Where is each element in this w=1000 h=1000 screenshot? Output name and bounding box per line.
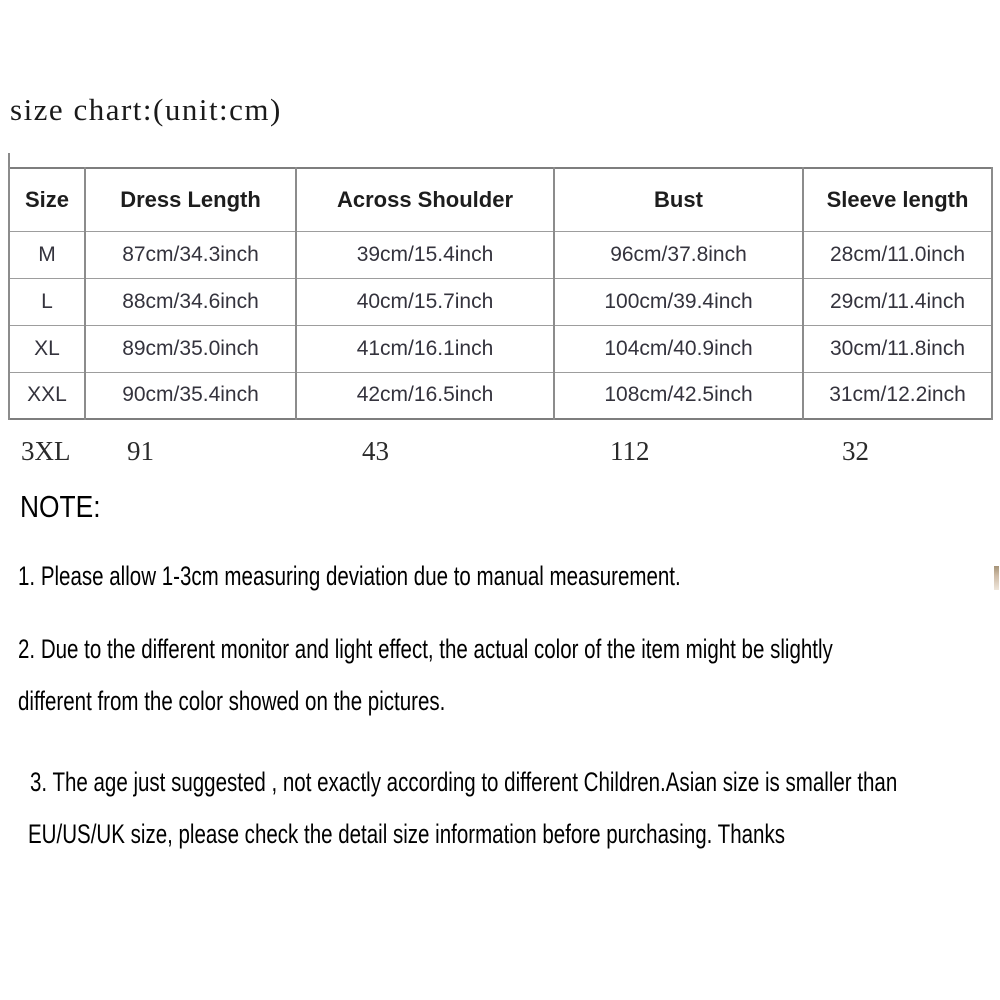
cell-size: M: [9, 231, 85, 278]
cell-sleeve-length: 30cm/11.8inch: [803, 325, 992, 372]
cell-dress-length: 89cm/35.0inch: [85, 325, 296, 372]
extra-row-size: 3XL: [21, 436, 71, 466]
cell-sleeve-length: 28cm/11.0inch: [803, 231, 992, 278]
col-header-sleeve-length: Sleeve length: [803, 168, 992, 231]
page-title: size chart:(unit:cm): [10, 92, 282, 127]
cell-dress-length: 90cm/35.4inch: [85, 372, 296, 419]
table-row-l: [9, 278, 992, 325]
note-2-line-2: different from the color showed on the pictures.: [18, 686, 446, 716]
cell-size: XL: [9, 325, 85, 372]
cell-dress-length: 87cm/34.3inch: [85, 231, 296, 278]
cell-size: L: [9, 278, 85, 325]
extra-row-across-shoulder: 43: [362, 436, 389, 466]
cell-sleeve-length: 29cm/11.4inch: [803, 278, 992, 325]
cell-across-shoulder: 41cm/16.1inch: [296, 325, 554, 372]
note-2-line-1: 2. Due to the different monitor and light effect, the actual color of the item might be slightly: [18, 634, 833, 664]
cell-size: XXL: [9, 372, 85, 419]
table-row-m: [9, 231, 992, 278]
cell-bust: 100cm/39.4inch: [554, 278, 803, 325]
right-edge-artifact: [994, 566, 999, 590]
extra-row-sleeve-length: 32: [842, 436, 869, 466]
cell-bust: 104cm/40.9inch: [554, 325, 803, 372]
table-row-xxl: [9, 372, 992, 419]
cell-bust: 108cm/42.5inch: [554, 372, 803, 419]
col-header-dress-length: Dress Length: [85, 168, 296, 231]
cell-sleeve-length: 31cm/12.2inch: [803, 372, 992, 419]
cell-across-shoulder: 40cm/15.7inch: [296, 278, 554, 325]
table-header-row: [9, 168, 992, 231]
table-row-xl: [9, 325, 992, 372]
table-border-tick-artifact: [8, 153, 10, 168]
col-header-bust: Bust: [554, 168, 803, 231]
col-header-across-shoulder: Across Shoulder: [296, 168, 554, 231]
cell-across-shoulder: 39cm/15.4inch: [296, 231, 554, 278]
note-3-line-1: 3. The age just suggested , not exactly according to different Children.Asian size is smaller than: [30, 767, 898, 797]
extra-row-dress-length: 91: [127, 436, 154, 466]
col-header-size: Size: [9, 168, 85, 231]
size-chart-table: [8, 167, 993, 420]
notes-heading: NOTE:: [20, 489, 101, 524]
cell-across-shoulder: 42cm/16.5inch: [296, 372, 554, 419]
extra-row-bust: 112: [610, 436, 650, 466]
note-3-line-2: EU/US/UK size, please check the detail size information before purchasing. Thanks: [28, 819, 785, 849]
cell-dress-length: 88cm/34.6inch: [85, 278, 296, 325]
note-1-line-1: 1. Please allow 1-3cm measuring deviation due to manual measurement.: [18, 561, 681, 591]
cell-bust: 96cm/37.8inch: [554, 231, 803, 278]
